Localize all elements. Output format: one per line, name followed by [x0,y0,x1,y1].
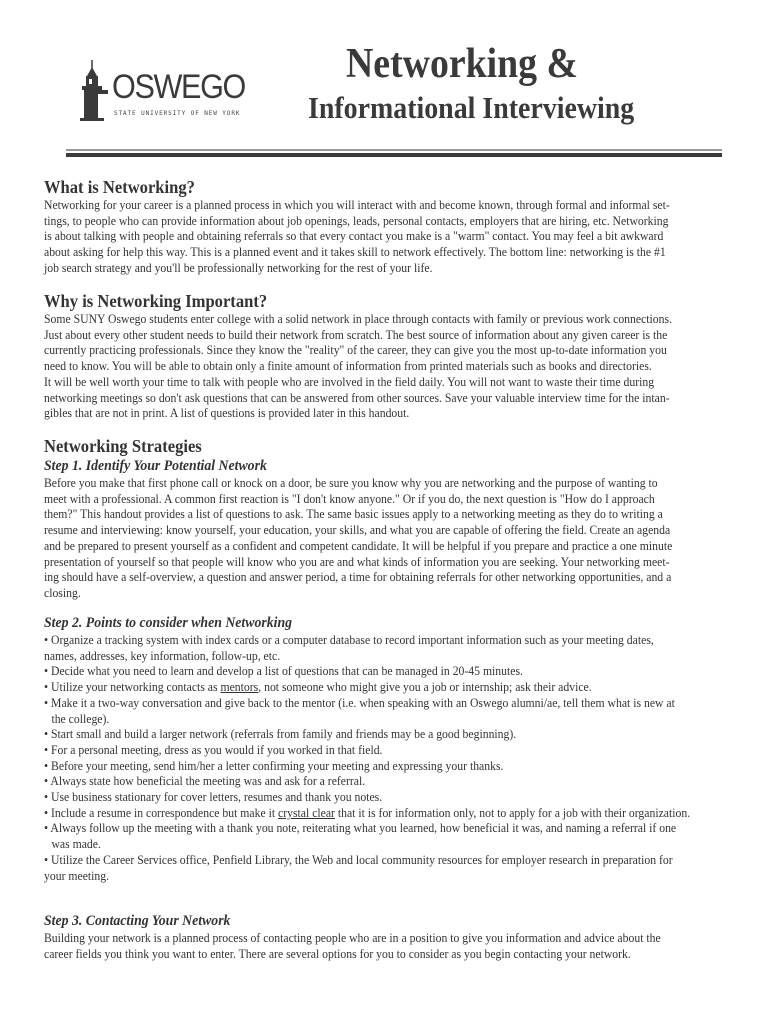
oswego-logo [76,60,256,122]
text-line: • Utilize the Career Services office, Penfield Library, the Web and local community resources for employer research in preparation for [44,852,673,867]
text-line: Networking for your career is a planned process in which you will interact with and become known, through formal and informal set- [44,198,670,212]
text-line: ing should have a self-overview, a question and answer period, a time for obtaining referrals for other networking opportunities, and a [44,570,672,585]
text-line: Some SUNY Oswego students enter college with a solid network in place through contacts with family or previous work connections. [44,312,672,326]
text-line: them?" This handout provides a list of questions to ask. The same basic issues apply to a networking meeting as they do to writing a [44,507,663,522]
section-what-is-networking [44,176,734,277]
section-body [44,476,734,602]
section-step-2 [44,614,734,884]
page-title-line1: Networking & [346,41,579,87]
section-heading: What is Networking? [44,177,195,197]
text-segment: , not someone who might give you a job or internship; ask their advice. [258,680,592,695]
step-heading: Step 2. Points to consider when Networking [44,615,293,631]
text-line [44,680,686,696]
clock-tower-icon [76,60,112,122]
text-line: • Always state how beneficial the meeting was and ask for a referral. [44,774,366,789]
underlined-text: mentors [220,680,259,695]
text-line: your meeting. [44,868,110,883]
text-segment: • Include a resume in correspondence but make it [44,805,279,820]
page-title-line2: Informational Interviewing [308,90,635,125]
text-line: • Always follow up the meeting with a thank you note, reiterating what you learned, how beneficial it was, and naming a referral if one [44,821,677,836]
text-segment: • Utilize your networking contacts as [44,680,221,695]
divider-thick [66,153,722,157]
text-line: Just about every other student needs to build their network from scratch. The best source of information about any given career is the [44,327,668,342]
section-heading: Networking Strategies [44,436,202,456]
text-line: was made. [51,837,101,852]
section-networking-strategies [44,435,734,602]
text-line: career fields you think you want to enter. There are several options for you to consider as you begin contacting your network. [44,946,631,961]
text-line: names, addresses, key information, follow-up, etc. [44,648,281,663]
text-line: • Organize a tracking system with index cards or a computer database to record important information such as your meeting dates, [44,633,654,647]
text-line [44,805,691,822]
section-body [44,198,734,277]
step-heading: Step 1. Identify Your Potential Network [44,458,267,474]
text-segment: that it is for information only, not to apply for a job with their organization. [334,805,691,820]
text-line: networking meetings so don't ask questions that can be answered from other sources. Save your valuable interview time for the intan- [44,390,670,405]
text-line: the college). [51,711,110,726]
text-line: Building your network is a planned process of contacting people who are in a position to give you information and advice about the [44,931,661,945]
text-line: • Decide what you need to learn and develop a list of questions that can be managed in 20-45 minutes. [44,664,523,679]
text-line: It will be well worth your time to talk with people who are involved in the field daily. You will not want to waste their time during [44,374,655,389]
text-line: • For a personal meeting, dress as you would if you worked in that field. [44,742,383,757]
logo-wordmark: OSWEGO [112,68,246,106]
text-line: Before you make that first phone call or knock on a door, be sure you know why you are networking and the purpose of wanting to [44,476,658,490]
text-line: job search strategy and you'll be professionally networking for the rest of your life. [44,260,433,275]
text-line: • Make it a two-way conversation and give back to the mentor (i.e. when speaking with an Oswego alumni/ae, tell them what is new at [44,695,675,710]
text-line: tings, to people who can provide information about job openings, leads, personal contacts, employers that are hiring, etc. Networking [44,213,669,228]
text-line: and be prepared to present yourself as a confident and competent candidate. It will be helpful if you prepare and practice a one minute [44,538,673,553]
step-heading: Step 3. Contacting Your Network [44,913,231,929]
text-line: • Before your meeting, send him/her a letter confirming your meeting and expressing your thanks. [44,758,504,773]
text-line: is about talking with people and obtaining referrals so that every contact you make is a "warm" contact. You may feel a bit awkward [44,229,664,244]
text-line: • Start small and build a larger network (referrals from family and friends may be a good beginning). [44,727,517,742]
text-line: meet with a professional. A common first reaction is "I don't know anyone." Or if you do, the next question is "How do I approach [44,491,655,506]
bullet-list [44,633,734,884]
text-line: need to know. You will be able to obtain only a finite amount of information from printed materials such as books and directories. [44,359,652,374]
section-body [44,312,734,422]
text-line: currently practicing professionals. Since they know the "reality" of the career, they can give you the most up-to-date information you [44,343,667,358]
text-line: • Use business stationary for cover letters, resumes and thank you notes. [44,790,383,805]
text-line: resume and interviewing: know yourself, your education, your skills, and what you are capable of offering the field. Create an agenda [44,523,671,538]
text-line: presentation of yourself so that people will know who you are and what kinds of information you are seeking. Your networking meet- [44,554,670,569]
logo-subtitle: STATE UNIVERSITY OF NEW YORK [114,110,241,117]
section-step-3 [44,912,734,962]
divider-thin [66,149,722,151]
text-line: closing. [44,585,81,600]
section-heading: Why is Networking Important? [44,291,268,311]
section-why-networking-important [44,290,734,422]
underlined-text: crystal clear [278,805,335,820]
section-body [44,931,734,962]
text-line: gibles that are not in print. A list of questions is provided later in this handout. [44,406,410,421]
text-line: about asking for help this way. This is a planned event and it takes skill to network effectively. The bottom line: networking is the #1 [44,245,666,260]
